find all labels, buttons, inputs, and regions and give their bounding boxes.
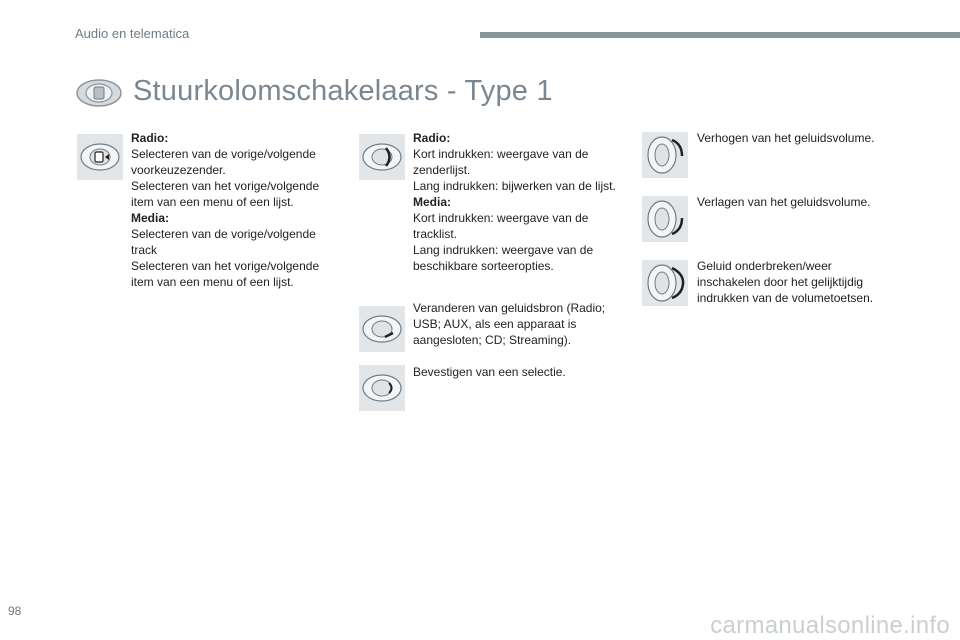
section-label: Audio en telematica — [75, 26, 190, 41]
switch-thumbnail-6 — [642, 196, 688, 242]
text-block-6 — [697, 194, 907, 210]
text-block-5 — [697, 130, 907, 146]
heading-media: Media: — [413, 195, 452, 209]
text-block-3 — [413, 300, 623, 348]
switch-thumbnail-3 — [359, 306, 405, 352]
switch-thumbnail-1 — [77, 134, 123, 180]
text-line: Selecteren van het vorige/volgende item van een menu of een lijst. — [131, 179, 320, 209]
switch-thumbnail-7 — [642, 260, 688, 306]
heading-radio: Radio: — [413, 131, 451, 145]
header-bar — [480, 32, 960, 38]
text-line: Geluid onderbreken/weer inschakelen door het gelijktijdig indrukken van de volumetoetsen. — [697, 259, 874, 305]
page-number: 98 — [8, 604, 22, 618]
text-block-1 — [131, 130, 341, 290]
steering-switch-icon — [75, 78, 123, 108]
switch-thumbnail-5 — [642, 132, 688, 178]
text-line: Verlagen van het geluidsvolume. — [697, 195, 871, 209]
text-block-4 — [413, 364, 623, 380]
switch-thumbnail-4 — [359, 365, 405, 411]
text-line: Lang indrukken: weergave van de beschikbare sorteeropties. — [413, 243, 594, 273]
text-line: Bevestigen van een selectie. — [413, 365, 566, 379]
text-line: Verhogen van het geluidsvolume. — [697, 131, 875, 145]
text-line: Selecteren van de vorige/volgende track — [131, 227, 316, 257]
text-block-7 — [697, 258, 892, 306]
text-line: Veranderen van geluidsbron (Radio; USB; AUX, als een apparaat is aangesloten; CD; Streaming). — [413, 301, 606, 347]
text-block-2 — [413, 130, 623, 274]
heading-radio: Radio: — [131, 131, 169, 145]
text-line: Kort indrukken: weergave van de zenderlijst. — [413, 147, 589, 177]
page-title: Stuurkolomschakelaars - Type 1 — [133, 75, 553, 107]
heading-media: Media: — [131, 211, 170, 225]
text-line: Selecteren van het vorige/volgende item van een menu of een lijst. — [131, 259, 320, 289]
watermark: carmanualsonline.info — [710, 612, 950, 639]
text-line: Kort indrukken: weergave van de tracklist. — [413, 211, 589, 241]
text-line: Selecteren van de vorige/volgende voorkeuzezender. — [131, 147, 316, 177]
switch-thumbnail-2 — [359, 134, 405, 180]
text-line: Lang indrukken: bijwerken van de lijst. — [413, 179, 616, 193]
